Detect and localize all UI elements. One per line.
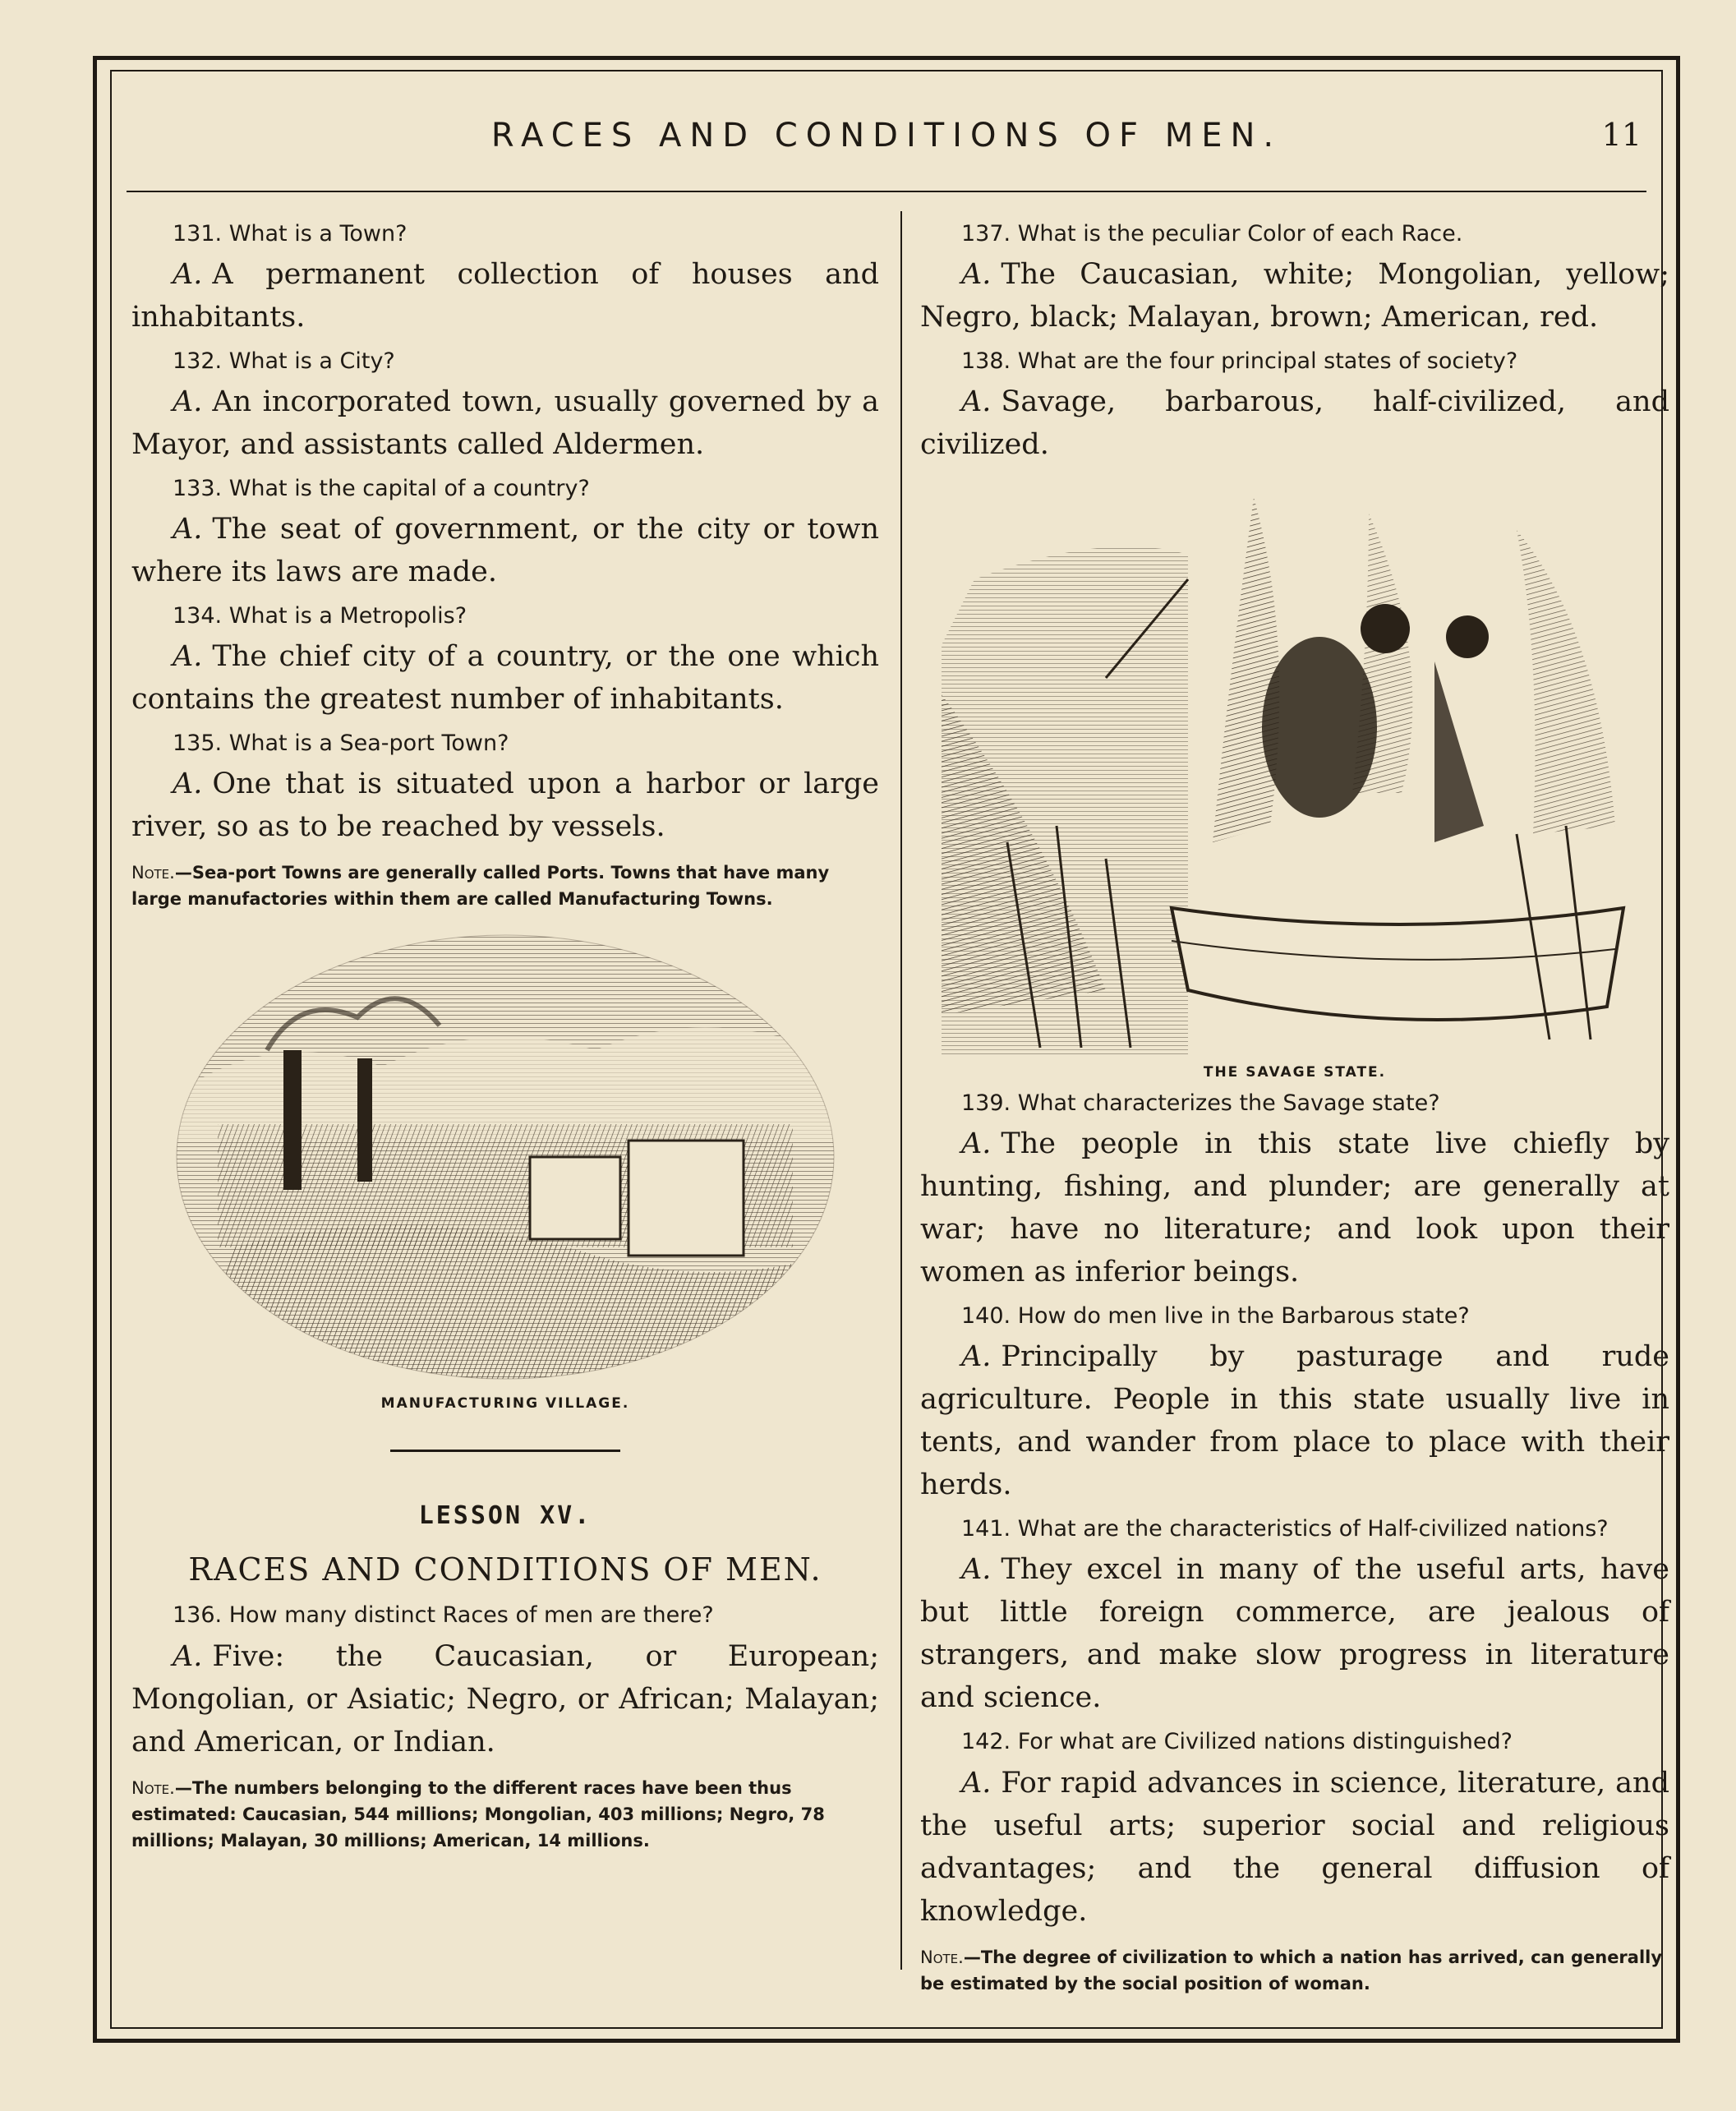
answer <box>131 253 879 339</box>
note-ports: Note.—Sea-port Towns are generally called Ports. Towns that have many large manufactories within them are called Manufacturing Towns. <box>131 863 830 910</box>
answer-text: The people in this state live chiefly by hunting, fishing, and plunder; are generally at war; have no literature; and look upon their women as inferior beings. <box>920 1127 1669 1289</box>
savage-state-figure <box>920 481 1669 1081</box>
answer-text: The chief city of a country, or the one which contains the greatest number of inhabitants. <box>131 640 879 717</box>
note-text: The numbers belonging to the different races have been thus estimated: Caucasian, 544 millions; Mongolian, 403 millions; Negro, 78 millions; Malayan, 30 millions; American, 14 millions. <box>131 1777 825 1851</box>
answer-label: A. <box>173 767 203 801</box>
lesson-number: LESSON XV. <box>418 1501 592 1531</box>
answer <box>131 1635 879 1763</box>
answer-label: A. <box>961 1766 992 1800</box>
question: 140. How do men live in the Barbarous state? <box>961 1303 1470 1330</box>
question: 141. What are the characteristics of Half-civilized nations? <box>961 1516 1609 1542</box>
qa-137 <box>920 219 1669 339</box>
left-column <box>131 211 879 1994</box>
answer <box>131 380 879 466</box>
note-races: Note.—The numbers belonging to the different races have been thus estimated: Caucasian, 544 millions; Mongolian, 403 millions; Negro, 78 millions; Malayan, 30 millions; American, 14 millions. <box>131 1777 825 1851</box>
question: 138. What are the four principal states of society? <box>961 348 1518 375</box>
answer-label: A. <box>961 1553 992 1587</box>
running-title: RACES AND CONDITIONS OF MEN. <box>490 117 1282 154</box>
qa-140 <box>920 1302 1669 1506</box>
qa-133 <box>131 474 879 593</box>
qa-132 <box>131 347 879 466</box>
section-rule <box>390 1450 620 1452</box>
answer-label: A. <box>173 258 203 292</box>
answer-text: A permanent collection of houses and inhabitants. <box>131 258 879 334</box>
answer-text: They excel in many of the useful arts, have but little foreign commerce, are jealous of strangers, and make slow progress in literature and science. <box>920 1553 1669 1715</box>
answer-text: Savage, barbarous, half-civilized, and civilized. <box>920 385 1669 462</box>
answer-label: A. <box>961 1340 992 1374</box>
answer <box>920 1335 1669 1506</box>
manufacturing-village-figure <box>131 927 879 1412</box>
figure-caption: MANUFACTURING VILLAGE. <box>380 1395 630 1413</box>
answer <box>920 253 1669 339</box>
answer-text: For rapid advances in science, literature, and the useful arts; superior social and religious advantages; and the general diffusion of knowledge. <box>920 1766 1669 1928</box>
answer <box>920 1548 1669 1719</box>
answer-text: Five: the Caucasian, or European; Mongolian, or Asiatic; Negro, or African; Malayan; and American, or Indian. <box>131 1639 879 1758</box>
qa-138 <box>920 347 1669 466</box>
note-label: Note. <box>131 1777 175 1798</box>
figure-caption: THE SAVAGE STATE. <box>1203 1064 1387 1081</box>
question: 135. What is a Sea-port Town? <box>173 731 509 757</box>
qa-131 <box>131 219 879 339</box>
answer-label: A. <box>961 385 992 419</box>
answer-label: A. <box>173 640 203 674</box>
answer-label: A. <box>173 1639 203 1673</box>
note-text: Sea-port Towns are generally called Ports. Towns that have many large manufactories within them are called Manufacturing Towns. <box>131 863 830 910</box>
note-text: The degree of civilization to which a nation has arrived, can generally be estimated by the social position of woman. <box>920 1947 1663 1993</box>
note-label: Note. <box>131 863 175 883</box>
qa-136 <box>131 1601 879 1763</box>
question: 142. For what are Civilized nations distinguished? <box>961 1729 1513 1755</box>
page-header <box>112 117 1661 166</box>
question: 136. How many distinct Races of men are there? <box>173 1602 714 1629</box>
answer-label: A. <box>173 385 203 419</box>
answer-text: An incorporated town, usually governed by a Mayor, and assistants called Aldermen. <box>131 385 879 462</box>
page-frame <box>93 56 1680 2043</box>
qa-139 <box>920 1089 1669 1293</box>
answer-label: A. <box>961 1127 992 1161</box>
answer <box>920 1762 1669 1933</box>
right-column <box>920 211 1669 1994</box>
answer <box>920 380 1669 466</box>
header-rule <box>127 191 1646 192</box>
question: 133. What is the capital of a country? <box>173 476 590 502</box>
question: 139. What characterizes the Savage state? <box>961 1090 1440 1117</box>
question: 132. What is a City? <box>173 348 395 375</box>
answer <box>131 635 879 721</box>
question: 137. What is the peculiar Color of each Race. <box>961 221 1463 247</box>
answer-label: A. <box>961 258 992 292</box>
inner-frame <box>110 70 1669 2029</box>
answer-label: A. <box>173 513 203 546</box>
note-civilization: Note.—The degree of civilization to which a nation has arrived, can generally be estimated by the social position of woman. <box>920 1947 1663 1993</box>
savage-state-engraving <box>942 481 1648 1056</box>
answer-text: Principally by pasturage and rude agriculture. People in this state usually live in tents, and wander from place to place with their herds. <box>920 1340 1669 1502</box>
answer <box>131 508 879 593</box>
answer <box>131 763 879 848</box>
qa-134 <box>131 601 879 721</box>
qa-142 <box>920 1727 1669 1932</box>
lesson-title: RACES AND CONDITIONS OF MEN. <box>188 1551 822 1588</box>
answer-text: One that is situated upon a harbor or large river, so as to be reached by vessels. <box>131 767 879 844</box>
answer-text: The seat of government, or the city or town where its laws are made. <box>131 513 879 589</box>
question: 134. What is a Metropolis? <box>173 603 467 629</box>
answer-text: The Caucasian, white; Mongolian, yellow; Negro, black; Malayan, brown; American, red. <box>920 258 1669 334</box>
qa-135 <box>131 729 879 848</box>
question: 131. What is a Town? <box>173 221 408 247</box>
note-label: Note. <box>920 1947 964 1967</box>
column-divider <box>900 211 902 1970</box>
page-number: 11 <box>1601 117 1642 153</box>
manufacturing-village-engraving <box>168 927 842 1387</box>
answer <box>920 1122 1669 1293</box>
qa-141 <box>920 1514 1669 1719</box>
